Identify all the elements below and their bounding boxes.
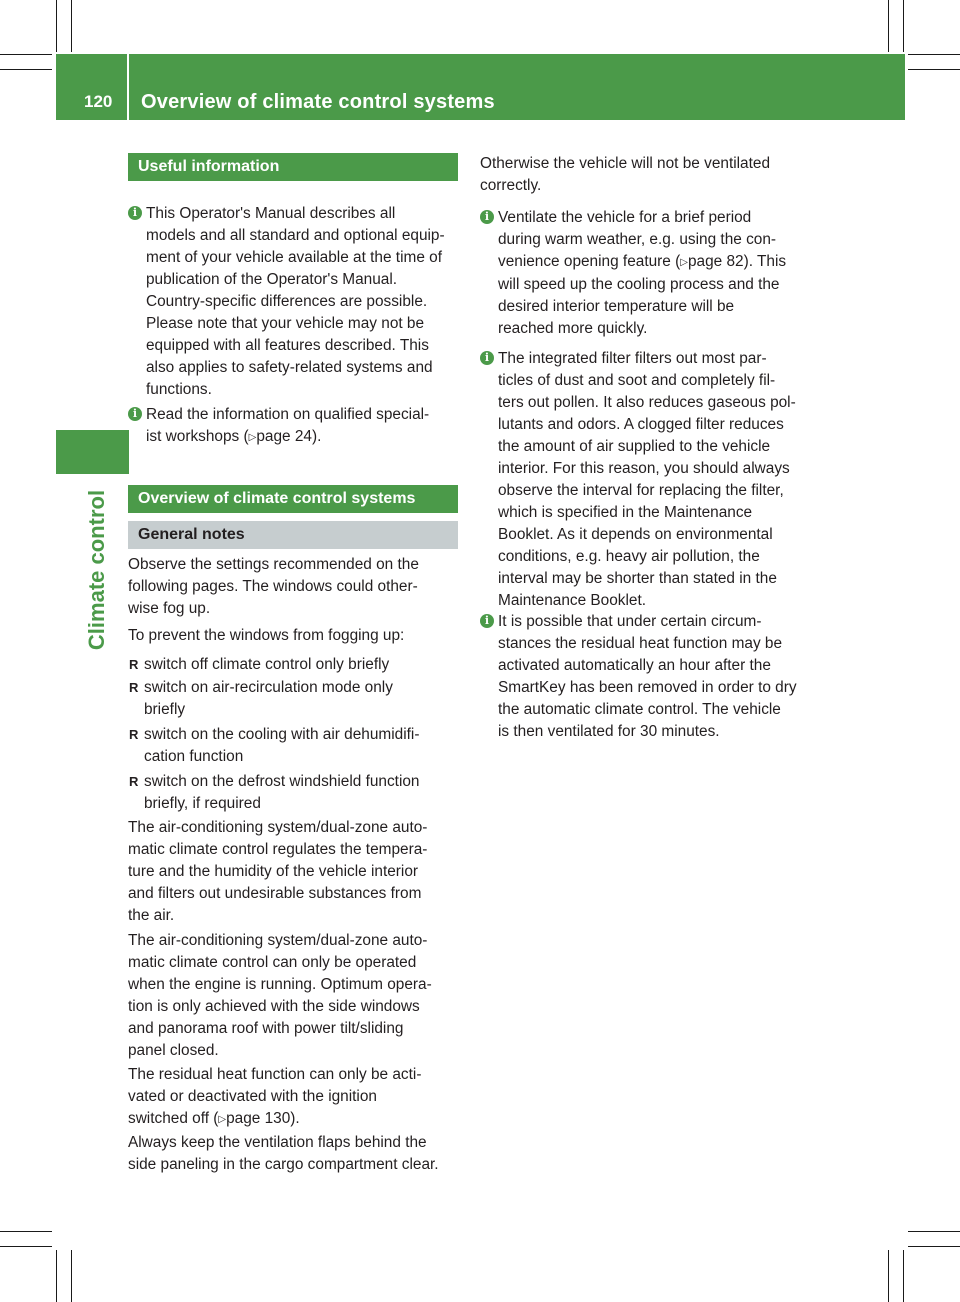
text-line: observe the interval for replacing the filter,: [498, 482, 784, 499]
info-note: [480, 611, 832, 743]
text-line: activated automatically an hour after the: [498, 657, 771, 674]
text-line: lutants and odors. A clogged filter reduces: [498, 416, 784, 433]
text-line: briefly: [144, 701, 186, 718]
text-line: The integrated filter filters out most par-: [498, 350, 767, 367]
info-icon: i: [480, 351, 494, 365]
text-line: switch on the cooling with air dehumidifi-: [144, 726, 420, 743]
text-line: stances the residual heat function may be: [498, 635, 783, 652]
text-line: Please note that your vehicle may not be: [146, 315, 425, 332]
page-reference-link[interactable]: page 130: [226, 1110, 291, 1127]
crop-mark: [908, 1246, 960, 1247]
text-line: Read the information on qualified special-: [146, 406, 430, 423]
page-title: Overview of climate control systems: [141, 91, 495, 113]
crop-mark: [0, 54, 52, 55]
crop-mark: [71, 1250, 72, 1302]
page-reference-link[interactable]: page 82: [687, 253, 744, 270]
text-line: reached more quickly.: [498, 320, 648, 337]
info-icon: i: [128, 206, 142, 220]
crop-mark: [908, 54, 960, 55]
text-line: The air-conditioning system/dual-zone auto-: [128, 819, 428, 836]
list-item: [128, 654, 478, 676]
text-line: Booklet. As it depends on environmental: [498, 526, 773, 543]
crop-mark: [0, 1231, 52, 1232]
text-line: Otherwise the vehicle will not be ventilated: [480, 155, 771, 172]
crop-mark: [908, 69, 960, 70]
page-ref-arrow-icon: ▷: [218, 1114, 227, 1125]
text-span: ).: [311, 428, 322, 445]
text-line: vated or deactivated with the ignition: [128, 1088, 377, 1105]
text-line: This Operator's Manual describes all: [146, 205, 396, 222]
text-line: To prevent the windows from fogging up:: [128, 627, 405, 644]
text-line: [498, 251, 832, 274]
list-item: [128, 771, 478, 815]
text-line: panel closed.: [128, 1042, 219, 1059]
text-span: ist workshops (: [146, 428, 249, 445]
text-line: wise fog up.: [128, 600, 211, 617]
text-line: conditions, e.g. heavy air pollution, the: [498, 548, 760, 565]
text-line: It is possible that under certain circum-: [498, 613, 762, 630]
text-line: interval may be shorter than stated in the: [498, 570, 777, 587]
text-line: correctly.: [480, 177, 542, 194]
text-line: tion is only achieved with the side windows: [128, 998, 420, 1015]
bullet-icon: R: [129, 774, 139, 789]
info-icon: i: [128, 407, 142, 421]
info-icon: i: [480, 210, 494, 224]
overview-heading: Overview of climate control systems: [128, 485, 458, 513]
page-reference-link[interactable]: page 24: [256, 428, 312, 445]
text-line: ters out pollen. It also reduces gaseous pol-: [498, 394, 796, 411]
paragraph: [128, 554, 462, 620]
paragraph: [128, 817, 462, 927]
text-line: The air-conditioning system/dual-zone auto-: [128, 932, 428, 949]
text-line: The residual heat function can only be acti-: [128, 1066, 422, 1083]
text-line: briefly, if required: [144, 795, 261, 812]
text-line: equipped with all features described. This: [146, 337, 429, 354]
text-line: SmartKey has been removed in order to dry: [498, 679, 797, 696]
text-line: following pages. The windows could other-: [128, 578, 418, 595]
crop-mark: [888, 0, 889, 52]
info-note: [128, 404, 480, 449]
text-line: the air.: [128, 907, 175, 924]
text-line: [146, 426, 480, 449]
text-line: ment of your vehicle available at the time of: [146, 249, 442, 266]
crop-mark: [56, 0, 57, 52]
paragraph: [480, 153, 814, 197]
list-item: [128, 724, 478, 768]
text-line: switch on air-recirculation mode only: [144, 679, 393, 696]
page-ref-arrow-icon: ▷: [248, 432, 257, 443]
crop-mark: [56, 1250, 57, 1302]
text-span: switched off (: [128, 1110, 219, 1127]
crop-mark: [903, 1250, 904, 1302]
text-line: Ventilate the vehicle for a brief period: [498, 209, 752, 226]
paragraph: [128, 1132, 462, 1176]
text-line: Always keep the ventilation flaps behind the: [128, 1134, 427, 1151]
text-line: Country-specific differences are possible.: [146, 293, 428, 310]
text-line: switch on the defrost windshield function: [144, 773, 420, 790]
text-line: and filters out undesirable substances from: [128, 885, 422, 902]
info-note: [480, 348, 832, 612]
text-span: ). This: [743, 253, 787, 270]
side-tab-marker: [56, 430, 129, 474]
header-divider: [127, 54, 129, 120]
crop-mark: [0, 69, 52, 70]
text-line: matic climate control can only be operated: [128, 954, 417, 971]
text-span: ).: [290, 1110, 300, 1127]
text-line: and panorama roof with power tilt/sliding: [128, 1020, 404, 1037]
text-line: side paneling in the cargo compartment clear.: [128, 1156, 439, 1173]
page-ref-arrow-icon: ▷: [680, 257, 688, 268]
paragraph: [128, 1064, 462, 1131]
text-line: Maintenance Booklet.: [498, 592, 647, 609]
bullet-icon: R: [129, 657, 139, 672]
crop-mark: [903, 0, 904, 52]
text-line: matic climate control regulates the tempera-: [128, 841, 428, 858]
info-note: [480, 207, 832, 340]
text-line: during warm weather, e.g. using the con-: [498, 231, 777, 248]
text-line: which is specified in the Maintenance: [498, 504, 753, 521]
paragraph: [128, 930, 462, 1062]
text-span: venience opening feature (: [498, 253, 681, 270]
text-line: [128, 1108, 462, 1131]
info-note: [128, 203, 480, 401]
text-line: Observe the settings recommended on the: [128, 556, 419, 573]
text-line: also applies to safety-related systems and: [146, 359, 433, 376]
side-tab-label: Climate control: [84, 489, 109, 651]
crop-mark: [0, 1246, 52, 1247]
text-line: ture and the humidity of the vehicle interior: [128, 863, 419, 880]
text-line: interior. For this reason, you should always: [498, 460, 790, 477]
text-line: desired interior temperature will be: [498, 298, 735, 315]
general-notes-heading: General notes: [128, 521, 458, 549]
crop-mark: [888, 1250, 889, 1302]
useful-information-heading: Useful information: [128, 153, 458, 181]
text-line: publication of the Operator's Manual.: [146, 271, 398, 288]
text-line: the automatic climate control. The vehicle: [498, 701, 781, 718]
list-item: [128, 677, 478, 721]
crop-mark: [908, 1231, 960, 1232]
page-number: 120: [84, 92, 113, 111]
text-line: when the engine is running. Optimum opera-: [128, 976, 432, 993]
text-line: ticles of dust and soot and completely fil-: [498, 372, 776, 389]
crop-mark: [71, 0, 72, 52]
text-line: models and all standard and optional equip-: [146, 227, 445, 244]
text-line: cation function: [144, 748, 244, 765]
paragraph: [128, 625, 462, 647]
info-icon: i: [480, 614, 494, 628]
text-line: switch off climate control only briefly: [144, 656, 390, 673]
bullet-icon: R: [129, 680, 139, 695]
text-line: functions.: [146, 381, 212, 398]
text-line: is then ventilated for 30 minutes.: [498, 723, 720, 740]
text-line: the amount of air supplied to the vehicle: [498, 438, 771, 455]
text-line: will speed up the cooling process and the: [498, 276, 780, 293]
bullet-icon: R: [129, 727, 139, 742]
